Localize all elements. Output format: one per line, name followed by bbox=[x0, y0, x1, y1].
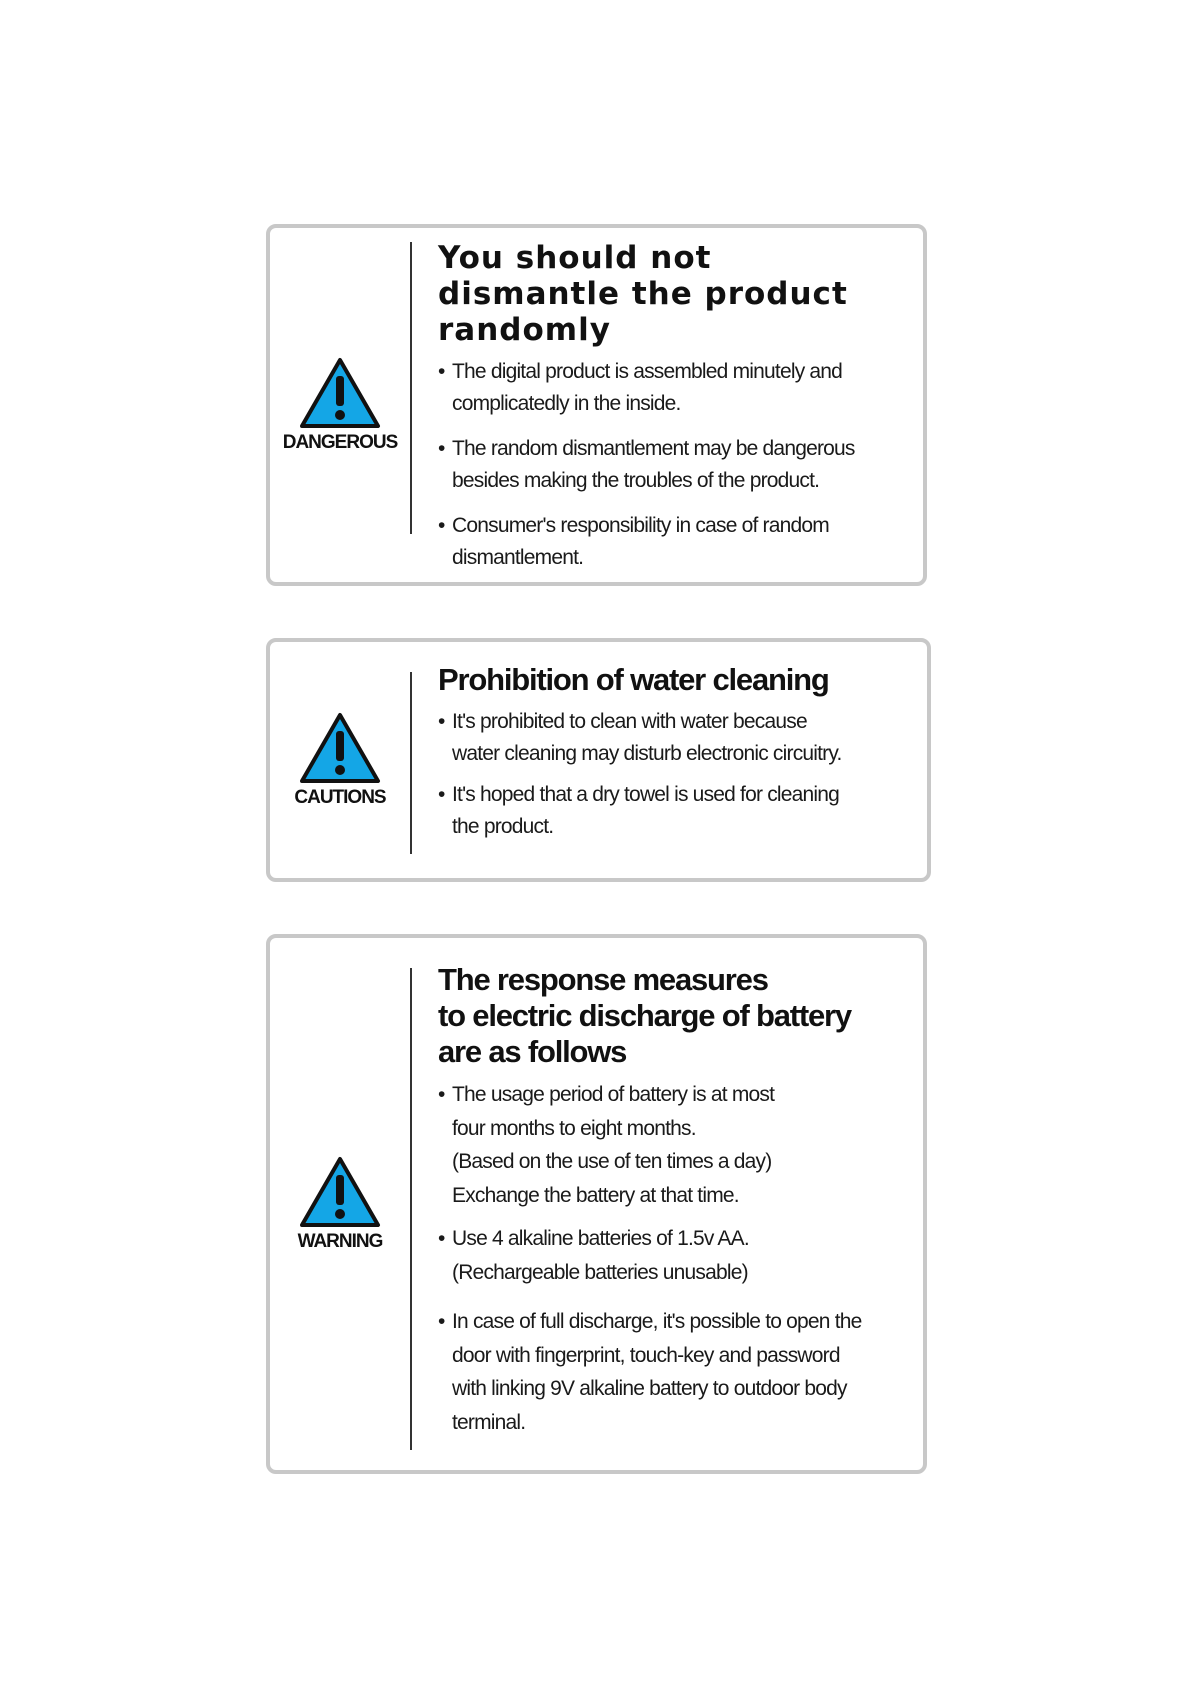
caution-label: CAUTIONS bbox=[294, 787, 386, 808]
bullet-item: • It's hoped that a dry towel is used for cleaning the product. bbox=[438, 779, 907, 843]
danger-content bbox=[438, 240, 903, 587]
caution-bullet-list bbox=[438, 706, 907, 843]
bullet-line: Use 4 alkaline batteries of 1.5v AA. bbox=[452, 1227, 749, 1250]
warning-triangle-icon bbox=[298, 1155, 382, 1229]
danger-bullet-list bbox=[438, 356, 903, 574]
bullet-line: the product. bbox=[452, 815, 554, 838]
bullet-line: It's prohibited to clean with water because bbox=[452, 710, 807, 733]
title-line: to electric discharge of battery bbox=[438, 998, 851, 1033]
caution-content bbox=[438, 662, 907, 852]
bullet-line: Exchange the battery at that time. bbox=[452, 1183, 739, 1207]
bullet-line: (Based on the use of ten times a day) bbox=[452, 1150, 772, 1173]
warning-triangle-icon bbox=[298, 356, 382, 430]
title-line: randomly bbox=[438, 312, 611, 348]
bullet-line: Consumer's responsibility in case of random bbox=[452, 514, 829, 537]
warning-bullet-list bbox=[438, 1078, 903, 1439]
bullet-item: • The digital product is assembled minutely and complicatedly in the inside. bbox=[438, 356, 903, 420]
bullet-line: complicatedly in the inside. bbox=[452, 392, 681, 415]
title-line: dismantle the product bbox=[438, 276, 848, 312]
warning-triangle-icon bbox=[298, 711, 382, 785]
warning-divider bbox=[410, 968, 412, 1450]
bullet-line: The digital product is assembled minutely and bbox=[452, 360, 843, 383]
caution-icon-column bbox=[270, 642, 410, 878]
title-line: Prohibition of water cleaning bbox=[438, 662, 829, 697]
warning-icon-column bbox=[270, 938, 410, 1470]
bullet-item: • The usage period of battery is at most four months to eight months. (Based on the use of ten times a day) Exchange the battery at that time. bbox=[438, 1078, 903, 1212]
bullet-line: door with fingerprint, touch-key and password bbox=[452, 1343, 840, 1367]
warning-title bbox=[438, 962, 903, 1070]
bullet-line: besides making the troubles of the product. bbox=[452, 469, 820, 492]
title-line: The response measures bbox=[438, 962, 768, 997]
bullet-line: with linking 9V alkaline battery to outdoor body bbox=[452, 1377, 847, 1400]
danger-notice-card bbox=[266, 224, 927, 586]
bullet-line: four months to eight months. bbox=[452, 1116, 696, 1140]
danger-title bbox=[438, 240, 903, 348]
title-line: are as follows bbox=[438, 1034, 627, 1069]
title-line: You should not bbox=[438, 240, 712, 276]
caution-divider bbox=[410, 672, 412, 854]
bullet-line: water cleaning may disturb electronic circuitry. bbox=[452, 742, 842, 765]
bullet-line: The usage period of battery is at most bbox=[452, 1083, 775, 1106]
warning-content bbox=[438, 962, 903, 1449]
bullet-item: • In case of full discharge, it's possible to open the door with fingerprint, touch-key and password with linking 9V alkaline battery to outdoor body terminal. bbox=[438, 1305, 903, 1439]
bullet-line: The random dismantlement may be dangerous bbox=[452, 437, 855, 460]
danger-divider bbox=[410, 242, 412, 534]
bullet-item: • The random dismantlement may be dangerous besides making the troubles of the product. bbox=[438, 433, 903, 497]
bullet-line: In case of full discharge, it's possible to open the bbox=[452, 1310, 862, 1333]
bullet-line: It's hoped that a dry towel is used for cleaning bbox=[452, 783, 840, 806]
bullet-line: dismantlement. bbox=[452, 546, 584, 569]
bullet-item: • It's prohibited to clean with water because water cleaning may disturb electronic circuitry. bbox=[438, 706, 907, 770]
caution-title bbox=[438, 662, 907, 698]
danger-icon-column bbox=[270, 228, 410, 618]
bullet-line: terminal. bbox=[452, 1410, 526, 1434]
bullet-item: • Use 4 alkaline batteries of 1.5v AA. (Rechargeable batteries unusable) bbox=[438, 1222, 903, 1289]
warning-notice-card bbox=[266, 934, 927, 1474]
danger-label: DANGEROUS bbox=[282, 432, 398, 453]
bullet-item: • Consumer's responsibility in case of random dismantlement. bbox=[438, 510, 903, 574]
warning-label: WARNING bbox=[297, 1231, 383, 1252]
caution-notice-card bbox=[266, 638, 931, 882]
bullet-line: (Rechargeable batteries unusable) bbox=[452, 1260, 748, 1284]
